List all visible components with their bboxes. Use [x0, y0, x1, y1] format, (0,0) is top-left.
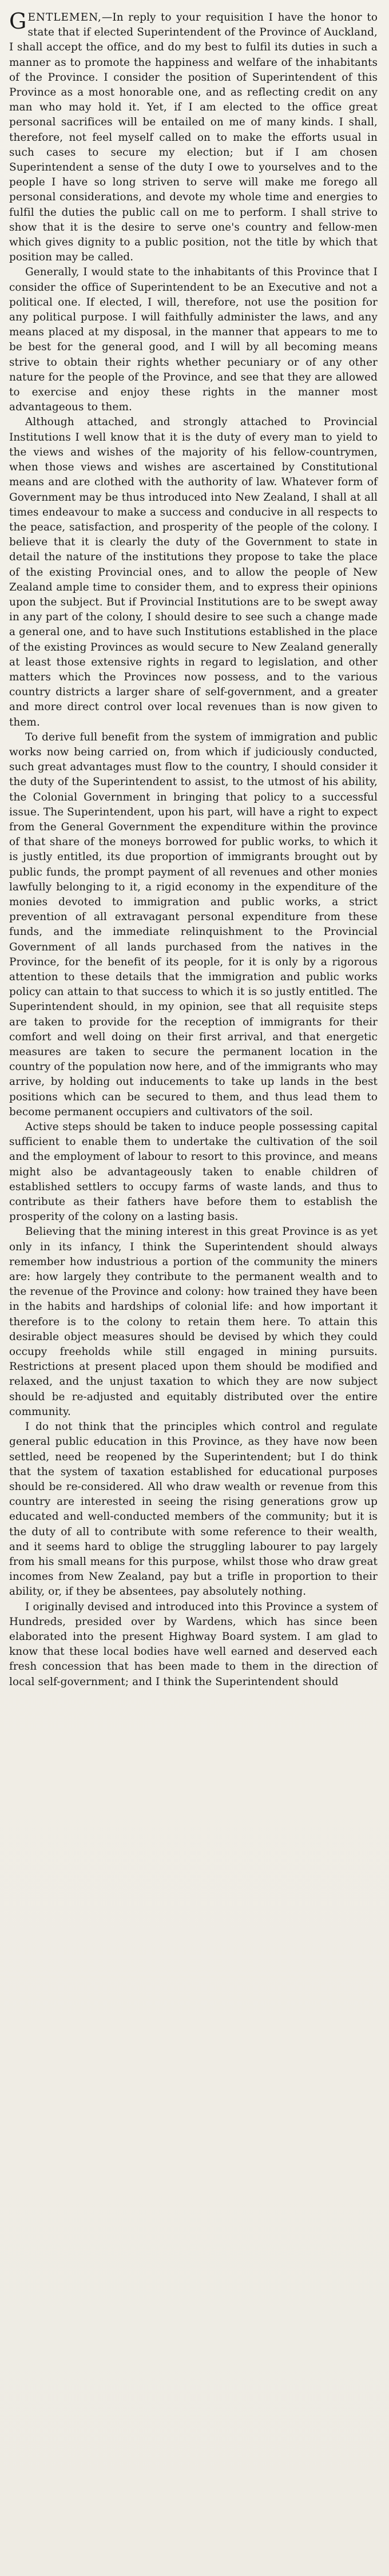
paragraph-1 [9, 10, 378, 265]
paragraph-8: I originally devised and introduced into this Province a system of Hundreds, presided over by Wardens, which has since been elaborated into the present Highway Board system. I am glad to know that these local bodies have well earned and deserved each fresh concession that has been made to them in the direction of local self-government; and I think the Superintendent should [9, 1600, 378, 1688]
salutation: ENTLEMEN, [27, 11, 102, 23]
letter-article [9, 10, 378, 1690]
paragraph-4: To derive full benefit from the system of immigration and public works now being carried on, from which if judiciously conducted, such great advantages must flow to the country, I should consider it the duty of the Superintendent to assist, to the utmost of his ability, the Colonial Government in bringing that policy to a successful issue. The Superintendent, upon his part, will have a right to expect from the General Government the expenditure within the province of that share of the moneys borrowed for public works, to which it is justly entitled, its due proportion of immigrants brought out by public funds, the prompt payment of all revenues and other monies lawfully belonging to it, a rigid economy in the expenditure of the monies devoted to immigration and public works, a strict prevention of all extravagant personal expenditure from these funds, and the immediate relinquishment to the Provincial Government of all lands purchased from the natives in the Province, for the benefit of its people, for it is only by a rigorous attention to these details that the immigration and public works policy can attain to that success to which it is so justly entitled. The Superintendent should, in my opinion, see that all requisite steps are taken to provide for the reception of immigrants for their comfort and well doing on their first arrival, and that energetic measures are taken to secure the permanent location in the country of the population now here, and of the immigrants who may arrive, by holding out inducements to take up lands in the best positions which can be secured to them, and thus lead them to become permanent occupiers and cultivators of the soil. [9, 731, 378, 1118]
paragraph-2: Generally, I would state to the inhabitants of this Province that I consider the office of Superintendent to be an Executive and not a political one. If elected, I will, therefore, not use the position for any political purpose. I will faithfully administer the laws, and any means placed at my disposal, in the manner that appears to me to be best for the general good, and I will by all becoming means strive to obtain their rights whether pecuniary or of any other nature for the people of the Province, and see that they are allowed to exercise and enjoy these rights in the manner most advantageous to them. [9, 266, 378, 414]
paragraph-6: Believing that the mining interest in this great Province is as yet only in its infancy, I think the Superintendent should always remember how industrious a portion of the community the miners are: how largely they contribute to the permanent wealth and to the revenue of the Province and colony: how trained they have been in the habits and hardships of colonial life: and how important it therefore is to the colony to retain them here. To attain this desirable object measures should be devised by which they could occupy freeholds while still engaged in mining pursuits. Restrictions at present placed upon them should be modified and relaxed, and the unjust taxation to which they are now subject should be re-adjusted and equitably distributed over the entire community. [9, 1226, 378, 1418]
drop-cap: G [9, 9, 27, 34]
paragraph-1-text: —In reply to your requisition I have the honor to state that if elected Superintendent of the Province of Auckland, I shall accept the office, and do my best to fulfil its duties in such a manner as to promote the happiness and welfare of the inhabitants of the Province. I consider the position of Superintendent of this Province as a most honorable one, and as reflecting credit on any man who may hold it. Yet, if I am elected to the office great personal sacrifices will be entailed on me of many kinds. I shall, therefore, not feel myself called on to make the efforts usual in such cases to secure my election; but if I am chosen Superintendent a sense of the duty I owe to yourselves and to the people I have so long striven to serve will make me forego all personal considerations, and devote my whole time and energies to fulfil the duties the public call on me to perform. I shall strive to show that it is the desire to serve one's country and fellow-men which gives dignity to a public position, not the title by which that position may be called. [9, 11, 378, 264]
paragraph-3: Although attached, and strongly attached to Provincial Institutions I well know that it is the duty of every man to yield to the views and wishes of the majority of his fellow-countrymen, when those views and wishes are ascertained by Constitutional means and are clothed with the authority of law. Whatever form of Government may be thus introduced into New Zealand, I shall at all times endeavour to make a success and conducive in all respects to the peace, satisfaction, and prosperity of the people of the colony. I believe that it is clearly the duty of the Government to state in detail the nature of the institutions they propose to take the place of the existing Provincial ones, and to allow the people of New Zealand ample time to consider them, and to express their opinions upon the subject. But if Provincial Institutions are to be swept away in any part of the colony, I should desire to see such a change made a general one, and to have such Institutions established in the place of the existing Provinces as would secure to New Zealand generally at least those extensive rights in regard to legislation, and other matters which the Provinces now possess, and to the various country districts a larger share of self-government, and a greater and more direct control over local revenues than is now given to them. [9, 416, 378, 728]
paragraph-7: I do not think that the principles which control and regulate general public education in this Province, as they have now been settled, need be reopened by the Superintendent; but I do think that the system of taxation established for educational purposes should be re-considered. All who draw wealth or revenue from this country are interested in seeing the rising generations grow up educated and well-conducted members of the community; but it is the duty of all to contribute with some reference to their wealth, and it seems hard to oblige the struggling labourer to pay largely from his small means for this purpose, whilst those who draw great incomes from New Zealand, pay but a trifle in proportion to their ability, or, if they be absentees, pay absolutely nothing. [9, 1421, 378, 1598]
paragraph-5: Active steps should be taken to induce people possessing capital sufficient to enable them to undertake the cultivation of the soil and the employment of labour to resort to this province, and means might also be advantageously taken to enable children of established settlers to occupy farms of waste lands, and thus to contribute as their fathers have before them to establish the prosperity of the colony on a lasting basis. [9, 1121, 378, 1223]
